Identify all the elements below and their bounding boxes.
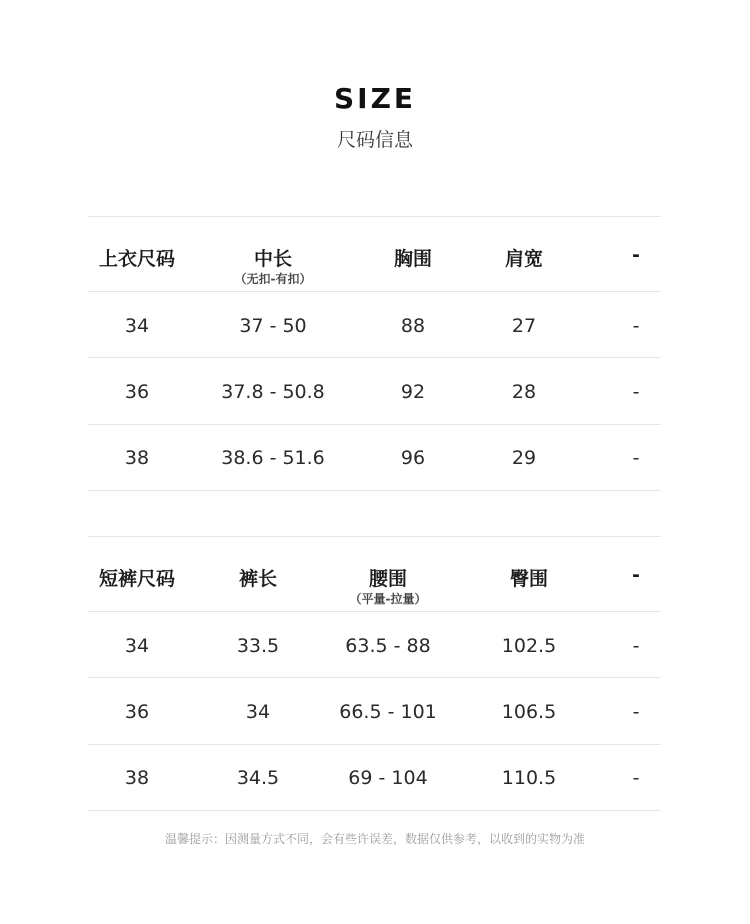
divider: [88, 611, 661, 612]
table-cell: 69 - 104: [348, 767, 428, 789]
table-cell: 36: [124, 381, 150, 403]
tops-header-chest: 胸围: [393, 248, 433, 270]
tops-size-table: [88, 216, 661, 491]
table-cell: -: [632, 635, 640, 657]
table-cell: 34.5: [236, 767, 280, 789]
divider: [88, 490, 661, 491]
divider: [88, 810, 661, 811]
table-cell: -: [632, 447, 640, 469]
table-cell: -: [632, 381, 640, 403]
table-cell: 38: [124, 447, 150, 469]
table-cell: 88: [400, 315, 426, 337]
shorts-header-hip: 臀围: [509, 568, 549, 590]
table-cell: 92: [400, 381, 426, 403]
table-cell: 37.8 - 50.8: [221, 381, 325, 403]
table-cell: -: [632, 315, 640, 337]
divider: [88, 357, 661, 358]
tops-header-length-note: （无扣-有扣）: [234, 272, 312, 286]
divider: [88, 744, 661, 745]
table-cell: 38: [124, 767, 150, 789]
tops-header-shoulder: 肩宽: [504, 248, 544, 270]
table-cell: 38.6 - 51.6: [221, 447, 325, 469]
size-subtitle: 尺码信息: [336, 129, 413, 151]
tops-header-extra: -: [632, 244, 640, 266]
shorts-header-extra: -: [632, 564, 640, 586]
table-cell: 28: [511, 381, 537, 403]
shorts-header-size: 短裤尺码: [98, 568, 176, 590]
tops-header-length: 中长 （无扣-有扣）: [234, 248, 312, 286]
shorts-header-length: 裤长: [238, 568, 278, 590]
table-cell: 33.5: [236, 635, 280, 657]
divider: [88, 291, 661, 292]
tops-header-size: 上衣尺码: [98, 248, 176, 270]
table-cell: -: [632, 701, 640, 723]
shorts-header-waist: 腰围 （平量-拉量）: [349, 568, 427, 606]
table-cell: 63.5 - 88: [345, 635, 431, 657]
shorts-header-waist-note: （平量-拉量）: [349, 592, 427, 606]
divider: [88, 677, 661, 678]
size-title: SIZE: [333, 82, 416, 115]
divider: [88, 536, 661, 537]
table-cell: 34: [245, 701, 271, 723]
divider: [88, 424, 661, 425]
table-cell: 66.5 - 101: [339, 701, 437, 723]
table-cell: 36: [124, 701, 150, 723]
table-cell: 110.5: [501, 767, 557, 789]
shorts-size-table: [88, 536, 661, 811]
measurement-note: 温馨提示：因测量方式不同，会有些许误差，数据仅供参考，以收到的实物为准: [164, 832, 585, 846]
table-cell: 29: [511, 447, 537, 469]
table-cell: 34: [124, 315, 150, 337]
table-cell: 27: [511, 315, 537, 337]
table-cell: 106.5: [501, 701, 557, 723]
table-cell: 34: [124, 635, 150, 657]
table-cell: -: [632, 767, 640, 789]
divider: [88, 216, 661, 217]
table-cell: 96: [400, 447, 426, 469]
table-cell: 102.5: [501, 635, 557, 657]
table-cell: 37 - 50: [239, 315, 307, 337]
